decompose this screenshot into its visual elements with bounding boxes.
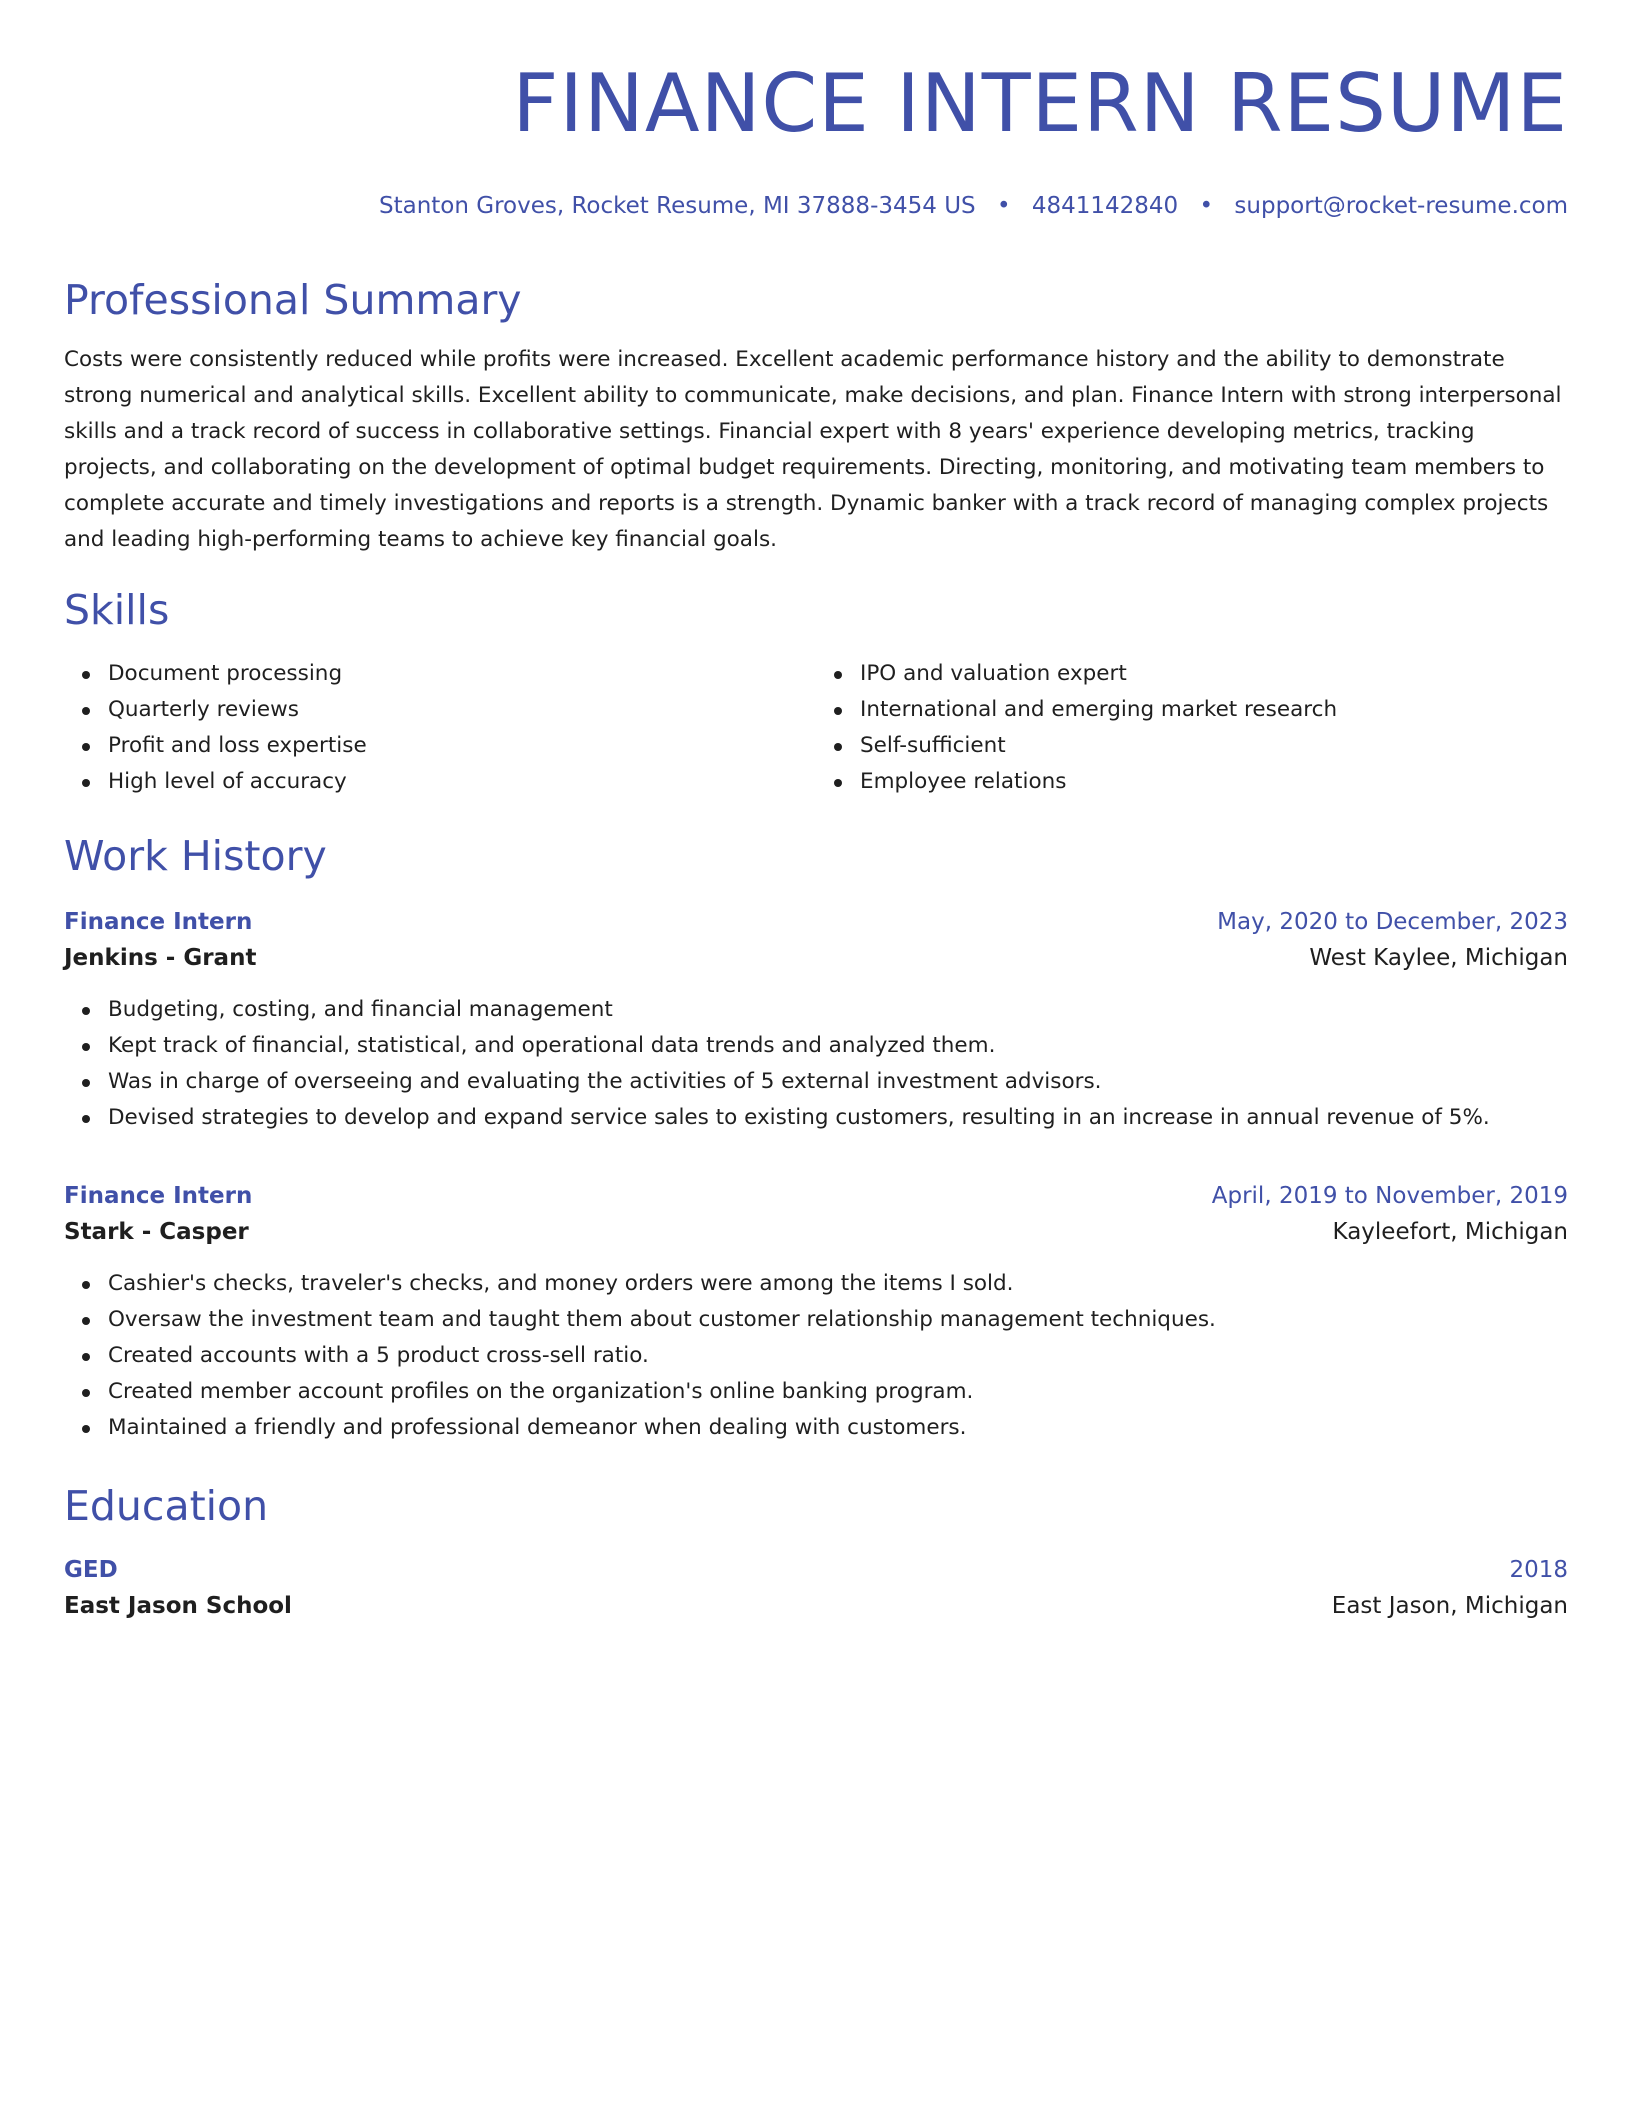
job-duty-item: Maintained a friendly and professional demeanor when dealing with customers. bbox=[108, 1410, 1568, 1446]
job-title: Finance Intern bbox=[64, 909, 253, 935]
education-school: East Jason School bbox=[64, 1593, 292, 1619]
job-duty-item: Created member account profiles on the organization's online banking program. bbox=[108, 1374, 1568, 1410]
education-heading: Education bbox=[64, 1482, 269, 1530]
skill-item: Self-sufficient bbox=[860, 728, 1568, 764]
skills-heading: Skills bbox=[64, 586, 170, 634]
job-employer-row bbox=[64, 940, 1568, 976]
skills-column-left bbox=[64, 656, 816, 800]
contact-separator: • bbox=[996, 193, 1011, 219]
job-duty-item: Devised strategies to develop and expand service sales to existing customers, resulting in an increase in annual revenue of 5%. bbox=[108, 1100, 1568, 1136]
education-entry bbox=[64, 1552, 1568, 1624]
job-header-row bbox=[64, 904, 1568, 940]
job-duty-item: Kept track of financial, statistical, and operational data trends and analyzed them. bbox=[108, 1028, 1568, 1064]
job-entry bbox=[64, 904, 1568, 1136]
education-header-row bbox=[64, 1552, 1568, 1588]
job-duty-item: Budgeting, costing, and financial management bbox=[108, 992, 1568, 1028]
job-employer-row bbox=[64, 1214, 1568, 1250]
job-dates: May, 2020 to December, 2023 bbox=[1217, 909, 1568, 935]
job-employer: Jenkins - Grant bbox=[64, 945, 257, 971]
education-degree: GED bbox=[64, 1557, 118, 1583]
summary-heading: Professional Summary bbox=[64, 276, 522, 324]
job-location: Kayleefort, Michigan bbox=[1332, 1219, 1568, 1245]
resume-title: FINANCE INTERN RESUME bbox=[512, 57, 1568, 150]
contact-email: support@rocket-resume.com bbox=[1234, 193, 1568, 219]
summary-text: Costs were consistently reduced while profits were increased. Excellent academic performance history and the ability to demonstrate strong numerical and analytical skills. Excellent ability to communicate, make decisions, and plan. Finance Intern with strong interpersonal skills and a track record of success in collaborative settings. Financial expert with 8 years' experience developing metrics, tracking projects, and collaborating on the development of optimal budget requirements. Directing, monitoring, and motivating team members to complete accurate and timely investigations and reports is a strength. Dynamic banker with a track record of managing complex projects and leading high-performing teams to achieve key financial goals. bbox=[64, 347, 1562, 552]
skill-item: Document processing bbox=[108, 656, 816, 692]
contact-line bbox=[64, 190, 1568, 222]
job-location: West Kaylee, Michigan bbox=[1309, 945, 1568, 971]
job-header-row bbox=[64, 1178, 1568, 1214]
job-entry bbox=[64, 1178, 1568, 1446]
job-duty-item: Oversaw the investment team and taught them about customer relationship management techniques. bbox=[108, 1302, 1568, 1338]
skills-grid bbox=[64, 656, 1568, 800]
contact-address: Stanton Groves, Rocket Resume, MI 37888-3454 US bbox=[379, 193, 976, 219]
skill-item: Quarterly reviews bbox=[108, 692, 816, 728]
contact-phone: 4841142840 bbox=[1031, 193, 1179, 219]
skill-item: High level of accuracy bbox=[108, 764, 816, 800]
job-title: Finance Intern bbox=[64, 1183, 253, 1209]
contact-separator: • bbox=[1199, 193, 1214, 219]
job-duty-item: Cashier's checks, traveler's checks, and money orders were among the items I sold. bbox=[108, 1266, 1568, 1302]
skill-item: Profit and loss expertise bbox=[108, 728, 816, 764]
education-school-row bbox=[64, 1588, 1568, 1624]
job-duty-item: Was in charge of overseeing and evaluating the activities of 5 external investment advisors. bbox=[108, 1064, 1568, 1100]
education-year: 2018 bbox=[1509, 1557, 1568, 1583]
skill-item: IPO and valuation expert bbox=[860, 656, 1568, 692]
job-duty-item: Created accounts with a 5 product cross-sell ratio. bbox=[108, 1338, 1568, 1374]
work-history-heading: Work History bbox=[64, 832, 327, 880]
job-employer: Stark - Casper bbox=[64, 1219, 249, 1245]
education-location: East Jason, Michigan bbox=[1331, 1593, 1568, 1619]
skill-item: Employee relations bbox=[860, 764, 1568, 800]
job-duties bbox=[64, 992, 1568, 1136]
skill-item: International and emerging market research bbox=[860, 692, 1568, 728]
job-dates: April, 2019 to November, 2019 bbox=[1211, 1183, 1568, 1209]
skills-column-right bbox=[816, 656, 1568, 800]
job-duties bbox=[64, 1266, 1568, 1446]
